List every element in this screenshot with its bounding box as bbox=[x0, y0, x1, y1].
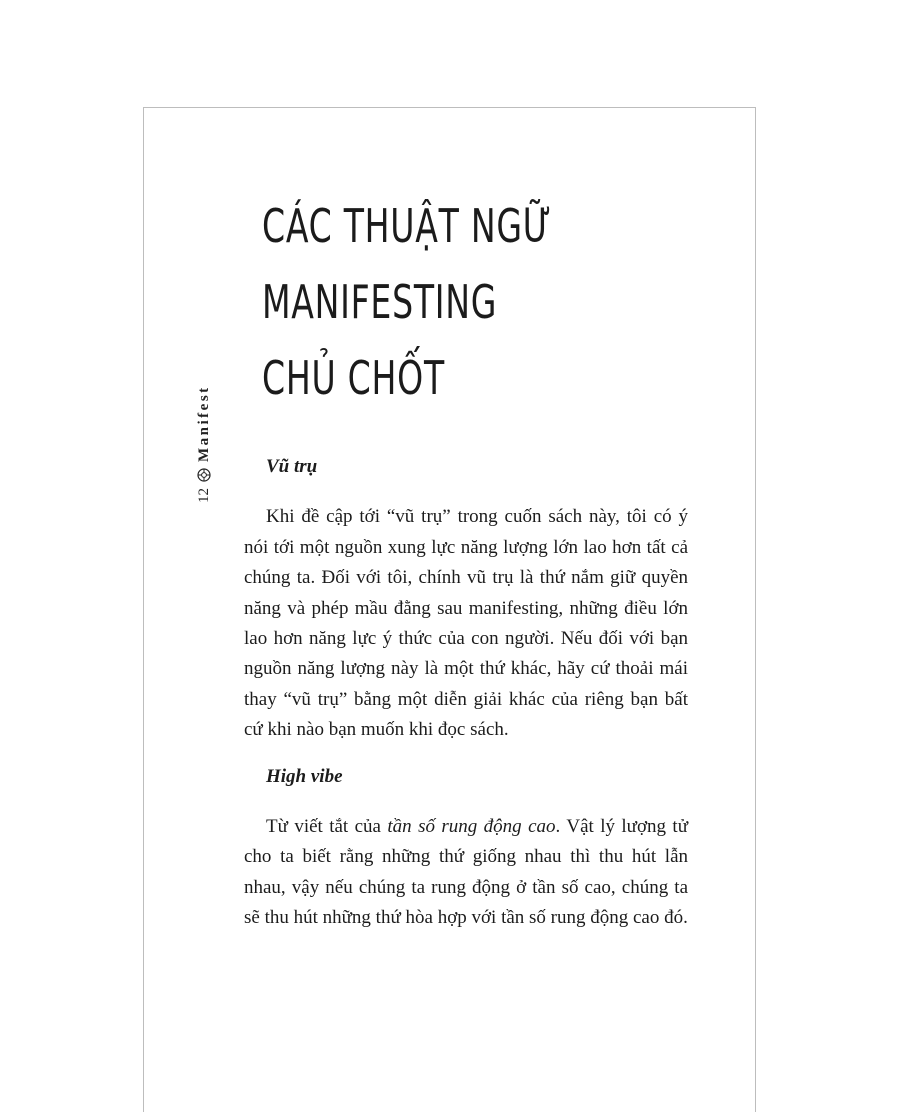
chapter-title bbox=[262, 188, 552, 416]
chapter-title-line-3: CHỦ CHỐT bbox=[262, 351, 445, 405]
term-heading-vu-tru: Vũ trụ bbox=[266, 456, 318, 477]
ornament-icon bbox=[197, 468, 211, 482]
chapter-title-line-2: MANIFESTING bbox=[262, 275, 498, 329]
body-text bbox=[244, 452, 688, 950]
paragraph-text-part: . Vật lý lượng tử cho ta biết rằng những thứ giống nhau thì thu hút lẫn nhau, vậy nếu chúng ta rung động ở tần số cao, chúng ta sẽ thu hút những thứ hòa hợp với tần số rung động cao đó. bbox=[244, 816, 688, 929]
book-title: Manifest bbox=[195, 385, 212, 462]
emphasized-term: tần số rung động cao bbox=[387, 816, 556, 838]
running-head bbox=[194, 343, 214, 503]
book-page bbox=[143, 107, 756, 1112]
paragraph-text-part: Từ viết tắt của bbox=[266, 816, 388, 838]
chapter-title-line-1: CÁC THUẬT NGỮ bbox=[262, 199, 552, 253]
term-heading-high-vibe: High vibe bbox=[266, 765, 343, 787]
term-paragraph-vu-tru: Khi đề cập tới “vũ trụ” trong cuốn sách này, tôi có ý nói tới một nguồn xung lực năng lượng lớn lao hơn tất cả chúng ta. Đối với tôi, chính vũ trụ là thứ nắm giữ quyền năng và phép mầu đằng sau manifesting, những điều lớn lao hơn năng lực ý thức của con người. Nếu đối với bạn nguồn năng lượng này là một thứ khác, hãy cứ thoải mái thay “vũ trụ” bằng một diễn giải khác của riêng bạn bất cứ khi nào bạn muốn khi đọc sách. bbox=[244, 506, 688, 741]
term-paragraph-high-vibe bbox=[244, 812, 688, 934]
page-number: 12 bbox=[195, 488, 212, 503]
